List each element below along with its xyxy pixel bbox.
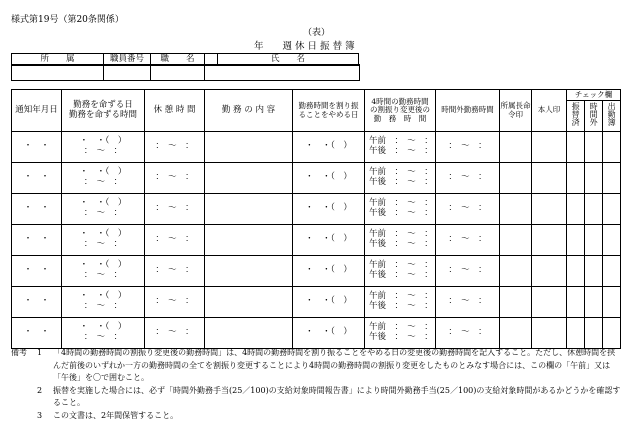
row-am-time: ： ～ ： xyxy=(394,136,433,147)
row-kinmu-time: ： ～ ： xyxy=(83,177,123,187)
note-item xyxy=(11,410,623,423)
row-pm-time: ： ～ ： xyxy=(394,239,433,249)
row-four-hour[interactable] xyxy=(365,194,436,225)
shimei-value[interactable] xyxy=(205,65,360,81)
row-honnin-seal[interactable] xyxy=(532,318,567,349)
col-honnin: 本人印 xyxy=(532,90,567,132)
row-kyukei-time[interactable]: ： ～ ： xyxy=(145,287,205,318)
row-shozokucho-seal[interactable] xyxy=(500,318,532,349)
row-kinmu-date: ・ ・（ ） xyxy=(79,291,127,302)
row-pm-time: ： ～ ： xyxy=(394,208,433,218)
row-check-jikangai[interactable] xyxy=(585,225,603,256)
row-honnin-seal[interactable] xyxy=(532,256,567,287)
col-kinmu-date xyxy=(62,90,145,132)
row-check-furikae[interactable] xyxy=(567,163,585,194)
table-row xyxy=(12,194,621,225)
col-check-shukkinbo: 出勤簿 xyxy=(607,102,617,127)
row-check-furikae[interactable] xyxy=(567,287,585,318)
row-check-shukkinbo[interactable] xyxy=(603,194,621,225)
row-tsuchi-date[interactable]: ・ ・ xyxy=(12,163,62,194)
row-kyukei-time[interactable]: ： ～ ： xyxy=(145,194,205,225)
row-kyukei-time[interactable]: ： ～ ： xyxy=(145,318,205,349)
row-kinmu-date: ・ ・（ ） xyxy=(79,167,127,178)
row-kinmu-time: ： ～ ： xyxy=(83,332,123,342)
row-pm-time: ： ～ ： xyxy=(394,270,433,280)
row-wari-date[interactable]: ・ ・（ ） xyxy=(293,256,365,287)
row-honnin-seal[interactable] xyxy=(532,132,567,163)
note-text: 「4時間の勤務時間の割振り変更後の勤務時間」は、4時間の勤務時間を割り振ることをやめる日の変更後の勤務時間を記入すること。ただし、休憩時間を挟んだ前後のいずれか一方の勤務時間の全てを割振り変更することにより4時間の勤務時間の割振り変更をしたものとみなす場合には、この欄の「午前」又は「午後」を〇で囲むこと。 xyxy=(53,348,616,383)
row-kyukei-time[interactable]: ： ～ ： xyxy=(145,256,205,287)
employee-info-values xyxy=(11,64,360,81)
row-kinmu-date: ・ ・（ ） xyxy=(79,136,127,147)
row-naiyo[interactable] xyxy=(205,256,293,287)
notes-label: 備考 xyxy=(11,348,27,357)
col-wari-line1: 勤務時間を割り振 xyxy=(298,100,359,110)
col-check-furikae: 振替済 xyxy=(571,102,581,127)
row-naiyo[interactable] xyxy=(205,225,293,256)
row-check-shukkinbo[interactable] xyxy=(603,225,621,256)
row-shozokucho-seal[interactable] xyxy=(500,194,532,225)
row-kinmu-datetime[interactable] xyxy=(62,287,145,318)
row-jikangai-time[interactable]: ： ～ ： xyxy=(436,225,500,256)
row-am-label: 午前 xyxy=(369,229,387,240)
col-naiyo: 勤 務 の 内 容 xyxy=(205,90,293,132)
row-am-time: ： ～ ： xyxy=(394,167,433,178)
row-am-time: ： ～ ： xyxy=(394,322,433,333)
col-four-hour-line3: 勤 務 時 間 xyxy=(373,113,427,123)
row-kinmu-time: ： ～ ： xyxy=(83,301,123,311)
row-kinmu-date: ・ ・（ ） xyxy=(79,322,127,333)
row-check-jikangai[interactable] xyxy=(585,287,603,318)
row-wari-date[interactable]: ・ ・（ ） xyxy=(293,225,365,256)
col-wari xyxy=(293,90,365,132)
row-pm-label: 午後 xyxy=(369,301,387,311)
row-kinmu-time: ： ～ ： xyxy=(83,146,123,156)
row-pm-time: ： ～ ： xyxy=(394,146,433,156)
row-kyukei-time[interactable]: ： ～ ： xyxy=(145,163,205,194)
row-pm-label: 午後 xyxy=(369,332,387,342)
row-jikangai-time[interactable]: ： ～ ： xyxy=(436,132,500,163)
row-check-jikangai[interactable] xyxy=(585,318,603,349)
row-pm-label: 午後 xyxy=(369,270,387,280)
row-check-shukkinbo[interactable] xyxy=(603,318,621,349)
row-check-furikae[interactable] xyxy=(567,194,585,225)
row-am-time: ： ～ ： xyxy=(394,260,433,271)
row-check-furikae[interactable] xyxy=(567,225,585,256)
row-kinmu-time: ： ～ ： xyxy=(83,208,123,218)
row-shozokucho-seal[interactable] xyxy=(500,163,532,194)
col-check-jikangai: 時間外 xyxy=(589,102,599,127)
shimei-label: 氏 名 xyxy=(218,54,359,66)
row-four-hour[interactable] xyxy=(365,163,436,194)
table-row xyxy=(12,163,621,194)
row-four-hour[interactable] xyxy=(365,318,436,349)
table-row xyxy=(12,318,621,349)
form-number: 様式第19号（第20条関係） xyxy=(11,15,124,25)
row-am-label: 午前 xyxy=(369,198,387,209)
row-kinmu-datetime[interactable] xyxy=(62,163,145,194)
row-kyukei-time[interactable]: ： ～ ： xyxy=(145,225,205,256)
row-four-hour[interactable] xyxy=(365,132,436,163)
row-check-furikae[interactable] xyxy=(567,256,585,287)
row-pm-time: ： ～ ： xyxy=(394,177,433,187)
row-pm-time: ： ～ ： xyxy=(394,332,433,342)
row-kinmu-datetime[interactable] xyxy=(62,318,145,349)
row-pm-time: ： ～ ： xyxy=(394,301,433,311)
row-am-time: ： ～ ： xyxy=(394,229,433,240)
col-four-hour-line1: 4時間の勤務時間 xyxy=(371,96,429,106)
row-tsuchi-date[interactable]: ・ ・ xyxy=(12,194,62,225)
row-pm-label: 午後 xyxy=(369,239,387,249)
row-am-label: 午前 xyxy=(369,291,387,302)
row-tsuchi-date[interactable]: ・ ・ xyxy=(12,225,62,256)
row-tsuchi-date[interactable]: ・ ・ xyxy=(12,256,62,287)
row-four-hour[interactable] xyxy=(365,256,436,287)
row-naiyo[interactable] xyxy=(205,163,293,194)
row-wari-date[interactable]: ・ ・（ ） xyxy=(293,194,365,225)
row-pm-label: 午後 xyxy=(369,146,387,156)
row-kinmu-datetime[interactable] xyxy=(62,225,145,256)
row-wari-date[interactable]: ・ ・（ ） xyxy=(293,163,365,194)
row-shozokucho-seal[interactable] xyxy=(500,132,532,163)
table-row xyxy=(12,132,621,163)
row-honnin-seal[interactable] xyxy=(532,225,567,256)
row-check-jikangai[interactable] xyxy=(585,163,603,194)
row-naiyo[interactable] xyxy=(205,287,293,318)
col-check: チェック欄 xyxy=(567,90,621,101)
shokuin-bango-label: 職員番号 xyxy=(104,54,151,66)
row-honnin-seal[interactable] xyxy=(532,194,567,225)
note-item xyxy=(11,385,623,410)
row-am-label: 午前 xyxy=(369,322,387,333)
row-check-jikangai[interactable] xyxy=(585,194,603,225)
row-kinmu-datetime[interactable] xyxy=(62,194,145,225)
row-tsuchi-date[interactable]: ・ ・ xyxy=(12,132,62,163)
col-kinmu-date-line1: 勤務を命ずる日 xyxy=(73,99,133,110)
row-pm-label: 午後 xyxy=(369,177,387,187)
table-row xyxy=(12,256,621,287)
col-four-hour xyxy=(365,90,436,132)
note-text: この文書は、2年間保管すること。 xyxy=(53,410,179,420)
row-wari-date[interactable]: ・ ・（ ） xyxy=(293,287,365,318)
row-naiyo[interactable] xyxy=(205,194,293,225)
row-am-label: 午前 xyxy=(369,260,387,271)
substitution-table xyxy=(11,89,621,349)
row-check-jikangai[interactable] xyxy=(585,132,603,163)
row-kyukei-time[interactable]: ： ～ ： xyxy=(145,132,205,163)
col-four-hour-line2: の割振り変更後の xyxy=(370,105,430,115)
col-jikangai: 時間外勤務時間 xyxy=(436,90,500,132)
note-number: 3 xyxy=(37,410,43,420)
col-wari-line2: ることをやめる日 xyxy=(298,109,359,119)
row-am-label: 午前 xyxy=(369,167,387,178)
front-side-label: （表） xyxy=(303,28,331,38)
row-check-shukkinbo[interactable] xyxy=(603,163,621,194)
row-check-furikae[interactable] xyxy=(567,318,585,349)
row-am-time: ： ～ ： xyxy=(394,198,433,209)
row-check-furikae[interactable] xyxy=(567,132,585,163)
row-jikangai-time[interactable]: ： ～ ： xyxy=(436,318,500,349)
shozoku-value[interactable] xyxy=(12,65,104,81)
row-am-time: ： ～ ： xyxy=(394,291,433,302)
row-kinmu-time: ： ～ ： xyxy=(83,239,123,249)
row-naiyo[interactable] xyxy=(205,132,293,163)
note-number: 1 xyxy=(37,348,43,357)
row-am-label: 午前 xyxy=(369,136,387,147)
note-text: 振替を実施した場合には、必ず「時間外勤務手当(25／100)の支給対象時間報告書」により時間外勤務手当(25／100)の支給対象時間があるかどうかを確認すること。 xyxy=(53,385,621,408)
row-kinmu-time: ： ～ ： xyxy=(83,270,123,280)
row-kinmu-datetime[interactable] xyxy=(62,256,145,287)
notes-section xyxy=(11,347,623,423)
row-honnin-seal[interactable] xyxy=(532,287,567,318)
col-tsuchi-date: 通知年月日 xyxy=(12,90,62,132)
row-jikangai-time[interactable]: ： ～ ： xyxy=(436,194,500,225)
shokumei-value[interactable] xyxy=(151,65,205,81)
col-shozokucho: 所属長命令印 xyxy=(500,90,532,132)
row-jikangai-time[interactable]: ： ～ ： xyxy=(436,256,500,287)
note-item xyxy=(11,347,623,385)
shokumei-label: 職 名 xyxy=(151,54,205,66)
row-four-hour[interactable] xyxy=(365,225,436,256)
shokuin-bango-value[interactable] xyxy=(104,65,151,81)
document-title: 年 週 休 日 振 替 簿 xyxy=(254,41,355,52)
shozoku-label: 所 属 xyxy=(12,54,104,66)
row-shozokucho-seal[interactable] xyxy=(500,256,532,287)
row-check-jikangai[interactable] xyxy=(585,256,603,287)
table-row xyxy=(12,287,621,318)
row-honnin-seal[interactable] xyxy=(532,163,567,194)
col-kinmu-date-line2: 勤務を命ずる時間 xyxy=(68,109,137,120)
row-wari-date[interactable]: ・ ・（ ） xyxy=(293,318,365,349)
table-row xyxy=(12,225,621,256)
row-naiyo[interactable] xyxy=(205,318,293,349)
row-pm-label: 午後 xyxy=(369,208,387,218)
note-number: 2 xyxy=(37,385,43,395)
row-four-hour[interactable] xyxy=(365,287,436,318)
row-wari-date[interactable]: ・ ・（ ） xyxy=(293,132,365,163)
row-kinmu-date: ・ ・（ ） xyxy=(79,260,127,271)
row-kinmu-date: ・ ・（ ） xyxy=(79,198,127,209)
row-check-shukkinbo[interactable] xyxy=(603,287,621,318)
row-kinmu-datetime[interactable] xyxy=(62,132,145,163)
row-tsuchi-date[interactable]: ・ ・ xyxy=(12,287,62,318)
row-kinmu-date: ・ ・（ ） xyxy=(79,229,127,240)
col-kyukei: 休 憩 時 間 xyxy=(145,90,205,132)
row-tsuchi-date[interactable]: ・ ・ xyxy=(12,318,62,349)
row-jikangai-time[interactable]: ： ～ ： xyxy=(436,287,500,318)
row-shozokucho-seal[interactable] xyxy=(500,287,532,318)
row-check-shukkinbo[interactable] xyxy=(603,256,621,287)
row-check-shukkinbo[interactable] xyxy=(603,132,621,163)
row-shozokucho-seal[interactable] xyxy=(500,225,532,256)
row-jikangai-time[interactable]: ： ～ ： xyxy=(436,163,500,194)
